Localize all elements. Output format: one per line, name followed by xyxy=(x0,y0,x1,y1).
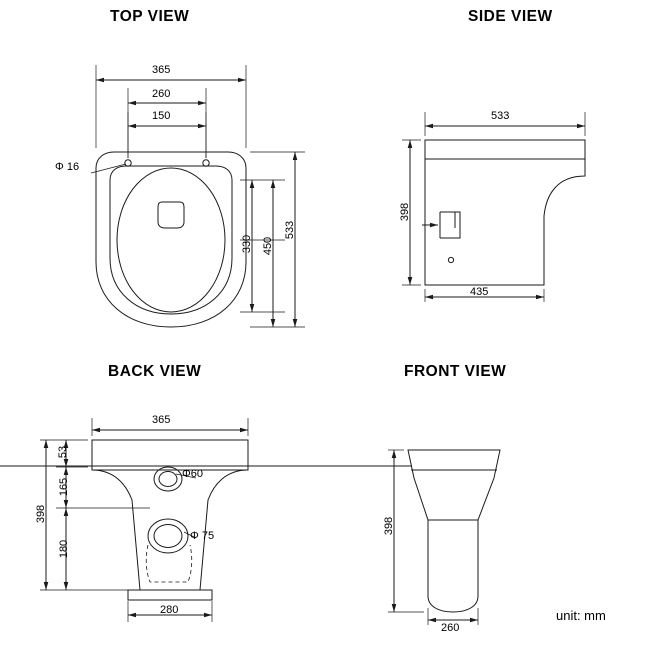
dim-back-398: 398 xyxy=(35,504,48,524)
dim-top-533: 533 xyxy=(284,220,297,240)
dim-back-diameter-75: Φ 75 xyxy=(190,530,215,542)
dim-back-180: 180 xyxy=(58,539,71,559)
dim-side-533: 533 xyxy=(491,110,510,122)
side-view-geometry xyxy=(402,112,585,302)
dim-front-260: 260 xyxy=(441,622,460,634)
unit-note: unit: mm xyxy=(556,608,606,623)
dim-back-165: 165 xyxy=(58,477,71,497)
dim-top-365: 365 xyxy=(152,64,171,76)
dim-back-280: 280 xyxy=(160,604,179,616)
top-view-title: TOP VIEW xyxy=(110,8,190,25)
dim-back-365: 365 xyxy=(152,414,171,426)
front-view-title: FRONT VIEW xyxy=(404,363,507,380)
dim-back-53: 53 xyxy=(57,445,70,459)
top-view-geometry xyxy=(91,65,305,327)
front-view-geometry xyxy=(0,450,500,625)
side-view-title: SIDE VIEW xyxy=(468,8,553,25)
dim-top-330: 330 xyxy=(241,234,254,254)
back-view-title: BACK VIEW xyxy=(108,363,202,380)
dim-side-398: 398 xyxy=(399,202,412,222)
dim-top-diameter-16: Φ 16 xyxy=(55,161,80,173)
dim-top-450: 450 xyxy=(262,236,275,256)
dim-top-260: 260 xyxy=(152,88,171,100)
dim-side-435: 435 xyxy=(470,286,489,298)
back-view-geometry xyxy=(40,418,248,622)
dim-front-398: 398 xyxy=(383,516,396,536)
dim-back-diameter-60: Φ60 xyxy=(182,468,204,480)
dim-top-150: 150 xyxy=(152,110,171,122)
